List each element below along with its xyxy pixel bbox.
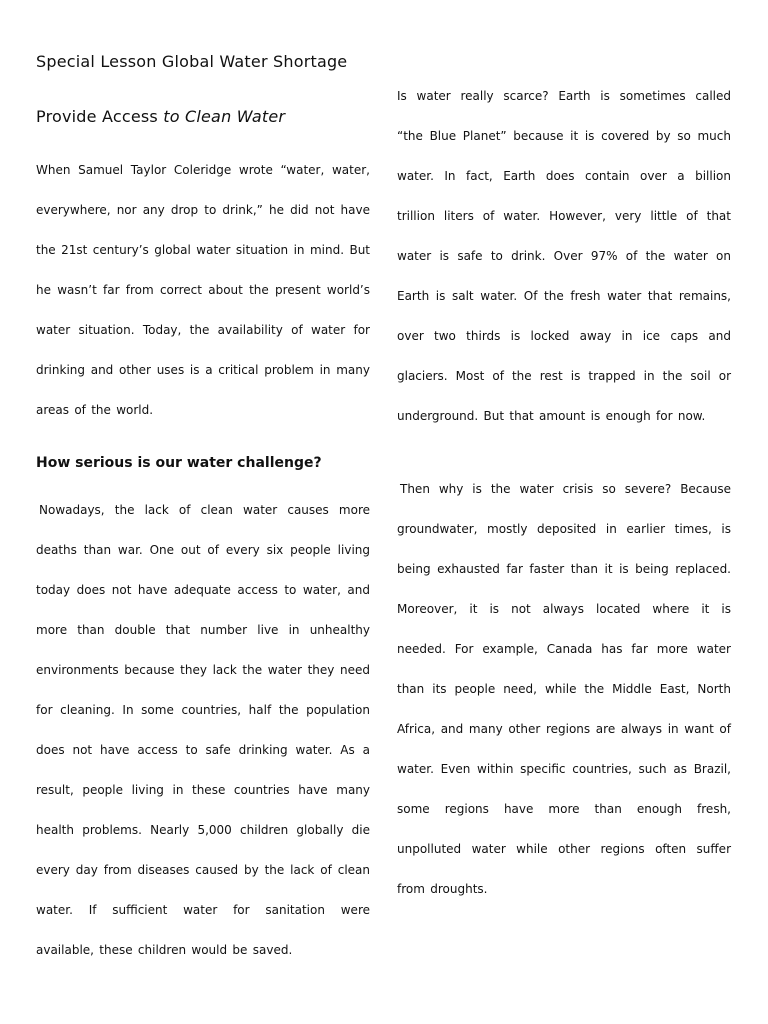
paragraph-scarce: Is water really scarce? Earth is sometimes called “the Blue Planet” because it is covered by so much water. In fact, Earth does contain over a billion trillion liters of water. However, very little of that water is safe to drink. Over 97% of the water on Earth is salt water. Of the fresh water that remains, over two thirds is locked away in ice caps and glaciers. Most of the rest is trapped in the soil or underground. But that amount is enough for now. <box>397 89 731 423</box>
subtitle-lead: Provide Access <box>36 107 164 126</box>
paragraph-crisis: Then why is the water crisis so severe? Because groundwater, mostly deposited in earlier times, is being exhausted far faster than it is being replaced. Moreover, it is not always located where it is needed. For example, Canada has far more water than its people need, while the Middle East, North Africa, and many other regions are always in want of water. Even within specific countries, such as Brazil, some regions have more than enough fresh, unpolluted water while other regions often suffer from droughts. <box>397 482 731 896</box>
paragraph-challenge: Nowadays, the lack of clean water causes more deaths than war. One out of every six people living today does not have adequate access to water, and more than double that number live in unhealthy environments because they lack the water they need for cleaning. In some countries, half the population does not have access to safe drinking water. As a result, people living in these countries have many health problems. Nearly 5,000 children globally die every day from diseases caused by the lack of clean water. If sufficient water for sanitation were available, these children would be saved. <box>36 503 370 957</box>
lesson-title: Special Lesson Global Water Shortage <box>36 52 348 71</box>
paragraph-intro: When Samuel Taylor Coleridge wrote “water, water, everywhere, nor any drop to drink,” he did not have the 21st century’s global water situation in mind. But he wasn’t far from correct about the present world’s water situation. Today, the availability of water for drinking and other uses is a critical problem in many areas of the world. <box>36 163 370 417</box>
section-heading: How serious is our water challenge? <box>36 455 322 471</box>
lesson-subtitle <box>36 107 285 126</box>
subtitle-emphasis: to Clean Water <box>163 107 286 126</box>
